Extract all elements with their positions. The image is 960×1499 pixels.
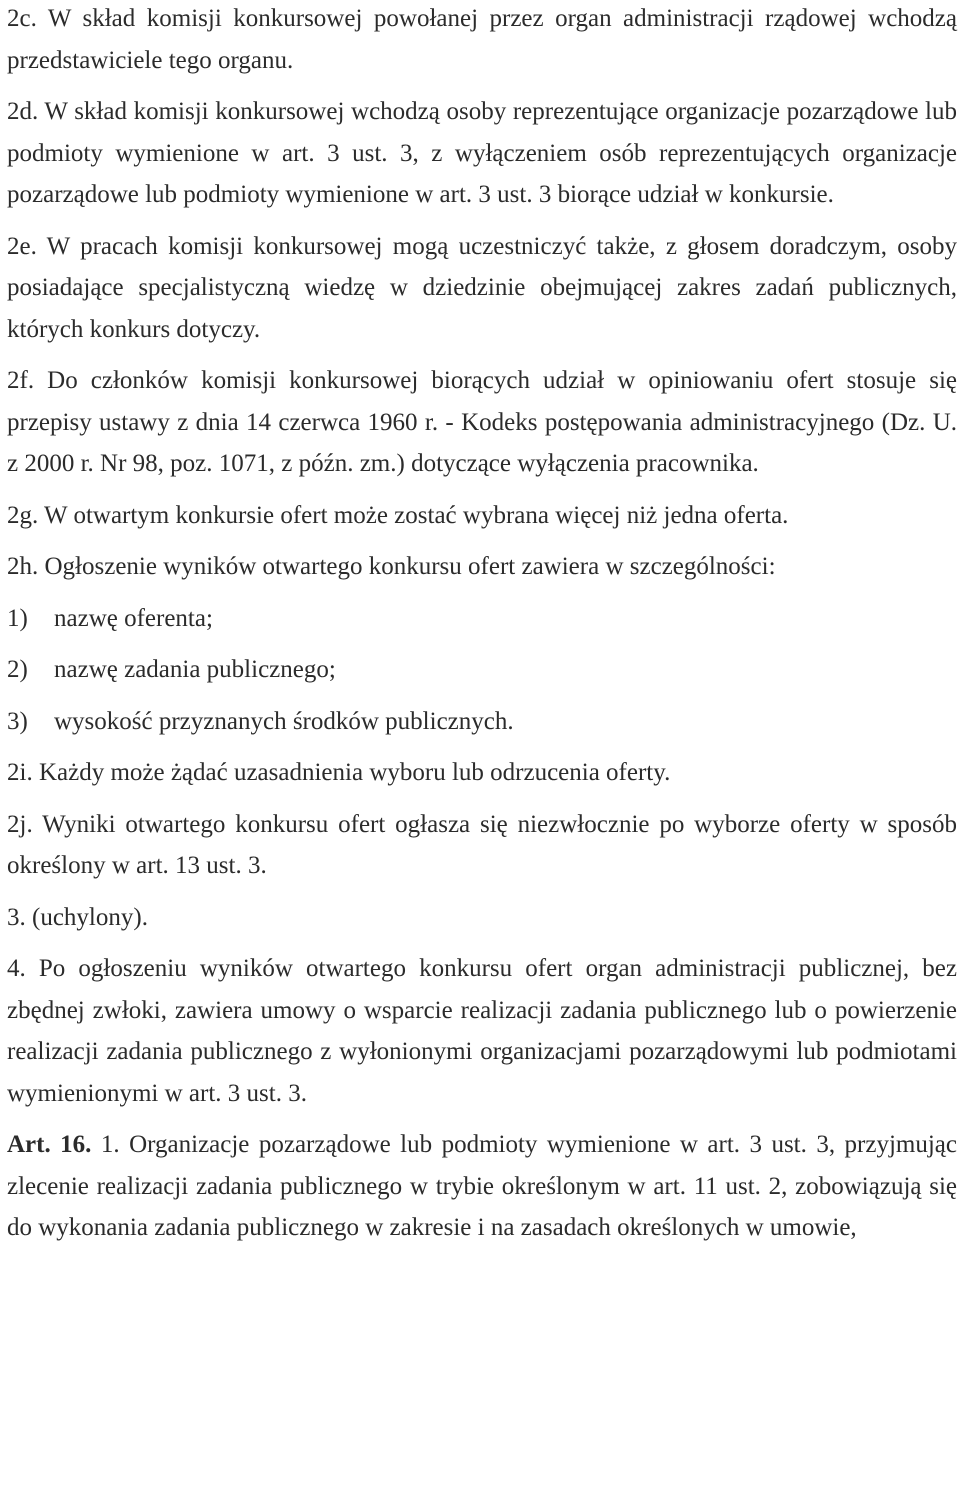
article-16-text: 1. Organizacje pozarządowe lub podmioty wymienione w art. 3 ust. 3, przyjmując zlecenie realizacji zadania publicznego w trybie określonym w art. 11 ust. 2, zobowiązują się do wykonania zadania publicznego w zakresie i na zasadach określonych w umowie,: [7, 1131, 957, 1241]
list-item: [7, 598, 957, 640]
document-page: [7, 0, 957, 1259]
paragraph-4: 4. Po ogłoszeniu wyników otwartego konkursu ofert organ administracji publicznej, bez zbędnej zwłoki, zawiera umowy o wsparcie realizacji zadania publicznego lub o powierzenie realizacji zadania publicznego z wyłonionymi organizacjami pozarządowymi lub podmiotami wymienionymi w art. 3 ust. 3.: [7, 955, 957, 1107]
paragraph-2h: 2h. Ogłoszenie wyników otwartego konkursu ofert zawiera w szczególności:: [7, 553, 776, 580]
list-item-number: 3): [7, 707, 28, 735]
paragraph-2e: 2e. W pracach komisji konkursowej mogą uczestniczyć także, z głosem doradczym, osoby posiadające specjalistyczną wiedzę w dziedzinie obejmującej zakres zadań publicznych, których konkurs dotyczy.: [7, 232, 957, 343]
article-16-paragraph: [7, 1124, 957, 1249]
paragraph-2d: 2d. W skład komisji konkursowej wchodzą osoby reprezentujące organizacje pozarządowe lub podmioty wymienione w art. 3 ust. 3, z wyłączeniem osób reprezentujących organizacje pozarządowe lub podmioty wymienione w art. 3 ust. 3 biorące udział w konkursie.: [7, 98, 957, 208]
list-item-number: 2): [7, 656, 28, 683]
article-16-label: Art. 16.: [7, 1131, 92, 1158]
paragraph-2j: 2j. Wyniki otwartego konkursu ofert ogłasza się niezwłocznie po wyborze oferty w sposób określony w art. 13 ust. 3.: [7, 810, 957, 879]
list-item-number: 1): [7, 604, 28, 632]
list-item: [7, 701, 957, 743]
paragraph-3: 3. (uchylony).: [7, 903, 148, 931]
paragraph-2g: 2g. W otwartym konkursie ofert może zostać wybrana więcej niż jedna oferta.: [7, 501, 789, 529]
paragraph-2c: 2c. W skład komisji konkursowej powołanej przez organ administracji rządowej wchodzą przedstawiciele tego organu.: [7, 5, 957, 74]
list-item-text: nazwę oferenta;: [54, 604, 213, 632]
paragraph-2i: 2i. Każdy może żądać uzasadnienia wyboru lub odrzucenia oferty.: [7, 759, 671, 786]
list-item-text: wysokość przyznanych środków publicznych.: [54, 707, 514, 735]
list-item: [7, 649, 957, 691]
list-item-text: nazwę zadania publicznego;: [54, 656, 336, 683]
paragraph-2f: 2f. Do członków komisji konkursowej biorących udział w opiniowaniu ofert stosuje się przepisy ustawy z dnia 14 czerwca 1960 r. - Kodeks postępowania administracyjnego (Dz. U. z 2000 r. Nr 98, poz. 1071, z późn. zm.) dotyczące wyłączenia pracownika.: [7, 367, 957, 477]
